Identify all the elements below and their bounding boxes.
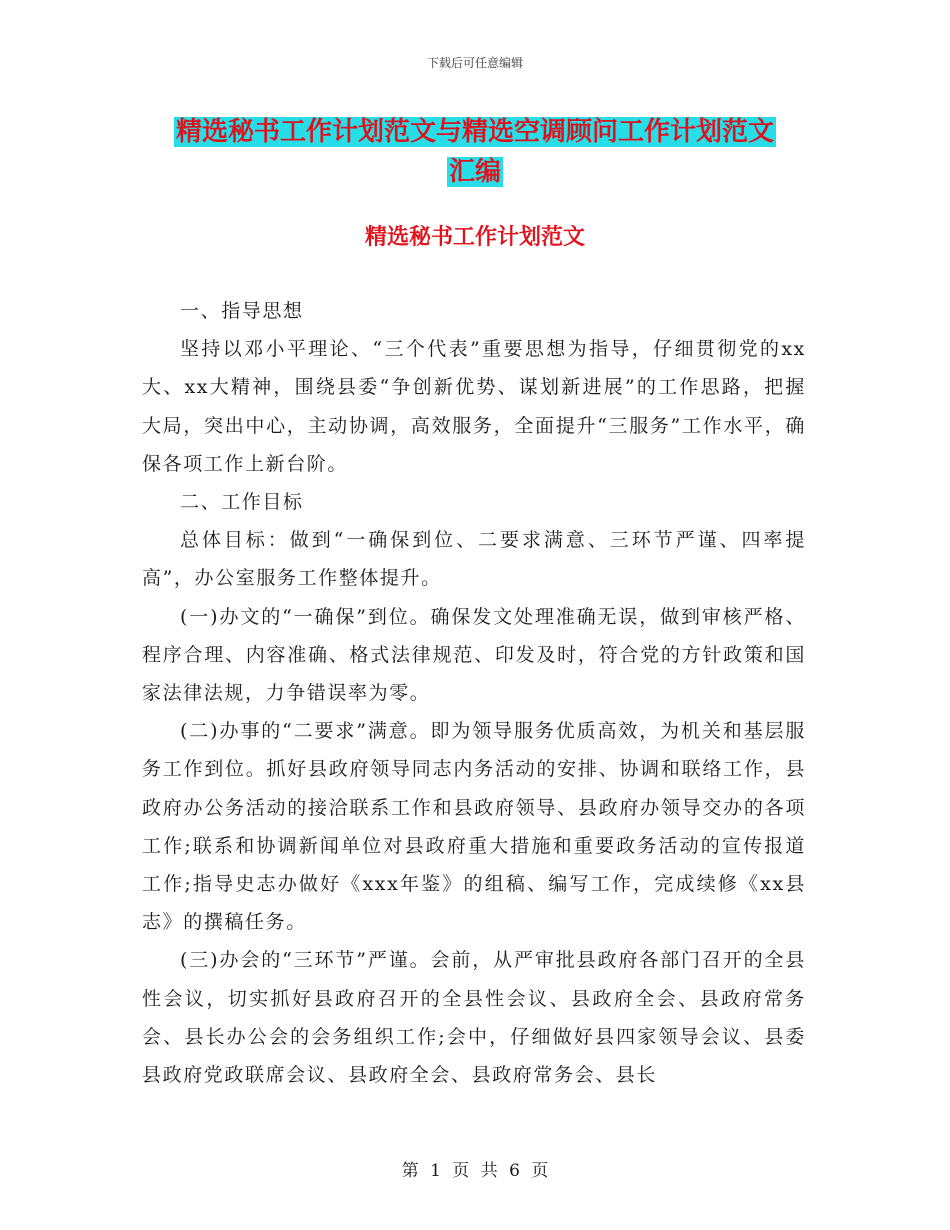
paragraph-overall-goal: 总体目标：做到“一确保到位、二要求满意、三环节严谨、四率提高”，办公室服务工作整体提升。 xyxy=(142,529,806,590)
paragraph-document-handling: (一)办文的“一确保”到位。确保发文处理准确无误，做到审核严格、程序合理、内容准确、格式法律规范、印发及时，符合党的方针政策和国家法律法规，力争错误率为零。 xyxy=(142,605,806,705)
section-title: 精选秘书工作计划范文 xyxy=(364,224,585,250)
heading-work-goals: 二、工作目标 xyxy=(180,491,304,514)
paragraph-meeting-handling: (三)办会的“三环节”严谨。会前，从严审批县政府各部门召开的全县性会议，切实抓好县政府召开的全县性会议、县政府全会、县政府常务会、县长办公会的会务组织工作;会中，仔细做好县四家领导会议、县委县政府党政联席会议、县政府全会、县政府常务会、县长 xyxy=(142,949,806,1087)
document-title xyxy=(140,112,810,192)
page-header-note: 下载后可任意编辑 xyxy=(426,56,523,70)
page-footer: 第 1 页 共 6 页 xyxy=(401,1161,549,1181)
paragraph-guiding-ideology: 坚持以邓小平理论、“三个代表”重要思想为指导，仔细贯彻党的xx大、xx大精神，围绕县委“争创新优势、谋划新进展”的工作思路，把握大局，突出中心，主动协调，高效服务，全面提升“三服务”工作水平，确保各项工作上新台阶。 xyxy=(142,338,806,475)
heading-guiding-ideology: 一、指导思想 xyxy=(180,300,304,322)
document-title-line-1: 精选秘书工作计划范文与精选空调顾问工作计划范文 xyxy=(175,117,774,147)
document-title-line-2: 汇编 xyxy=(448,157,501,187)
document-body xyxy=(142,292,806,1094)
paragraph-affairs-handling: (二)办事的“二要求”满意。即为领导服务优质高效，为机关和基层服务工作到位。抓好县政府领导同志内务活动的安排、协调和联络工作，县政府办公务活动的接洽联系工作和县政府领导、县政府办领导交办的各项工作;联系和协调新闻单位对县政府重大措施和重要政务活动的宣传报道工作;指导史志办做好《xxx年鉴》的组稿、编写工作，完成续修《xx县志》的撰稿任务。 xyxy=(142,720,806,934)
